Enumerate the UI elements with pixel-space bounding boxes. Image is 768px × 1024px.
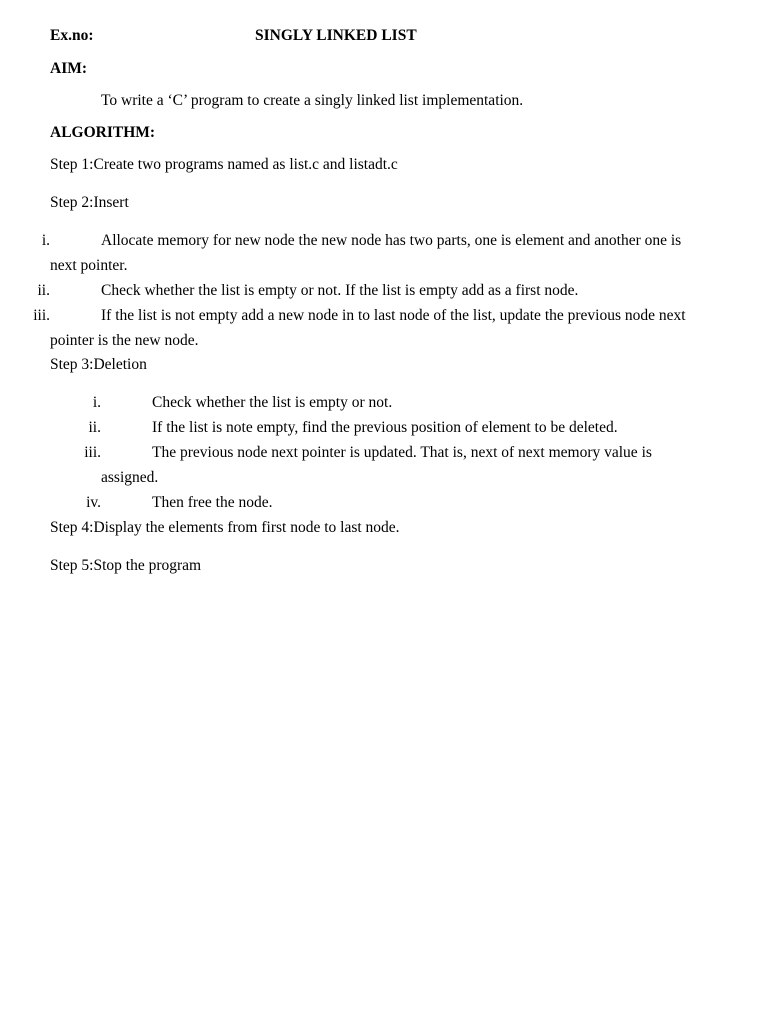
aim-heading: AIM: bbox=[50, 60, 88, 77]
step-3-item-num: iii. bbox=[84, 444, 101, 461]
step-2-label: Step 2:Insert bbox=[50, 194, 129, 211]
step-3-item-num: ii. bbox=[88, 419, 101, 436]
step-3-label: Step 3:Deletion bbox=[50, 356, 147, 373]
page-title: SINGLY LINKED LIST bbox=[255, 27, 417, 44]
step-2-item-num: iii. bbox=[33, 307, 50, 324]
step-1: Step 1:Create two programs named as list.c and listadt.c bbox=[50, 156, 398, 173]
step-2-item-num: ii. bbox=[37, 282, 50, 299]
aim-text: To write a ‘C’ program to create a singly linked list implementation. bbox=[101, 92, 524, 109]
step-2-item-text-cont: next pointer. bbox=[50, 257, 128, 274]
step-3-item-text: Then free the node. bbox=[152, 494, 273, 511]
step-3-item-num: i. bbox=[92, 394, 101, 411]
step-3-item-text-cont: assigned. bbox=[101, 469, 159, 486]
step-2-item-num: i. bbox=[41, 232, 50, 249]
step-3-item-text: Check whether the list is empty or not. bbox=[152, 394, 393, 411]
step-3-item-text: The previous node next pointer is updated. That is, next of next memory value is bbox=[152, 444, 652, 461]
step-2-item-text: Allocate memory for new node the new node has two parts, one is element and another one is bbox=[101, 232, 682, 249]
exno-label: Ex.no: bbox=[50, 27, 94, 44]
step-5: Step 5:Stop the program bbox=[50, 557, 202, 574]
step-3-item-num: iv. bbox=[86, 494, 101, 511]
step-4: Step 4:Display the elements from first node to last node. bbox=[50, 519, 400, 536]
step-3-item-text: If the list is note empty, find the previous position of element to be deleted. bbox=[152, 419, 618, 436]
step-2-item-text: If the list is not empty add a new node in to last node of the list, update the previous node next bbox=[101, 307, 686, 324]
step-2-item-text: Check whether the list is empty or not. If the list is empty add as a first node. bbox=[101, 282, 579, 299]
algorithm-heading: ALGORITHM: bbox=[50, 124, 156, 141]
step-2-item-text-cont: pointer is the new node. bbox=[50, 332, 199, 349]
